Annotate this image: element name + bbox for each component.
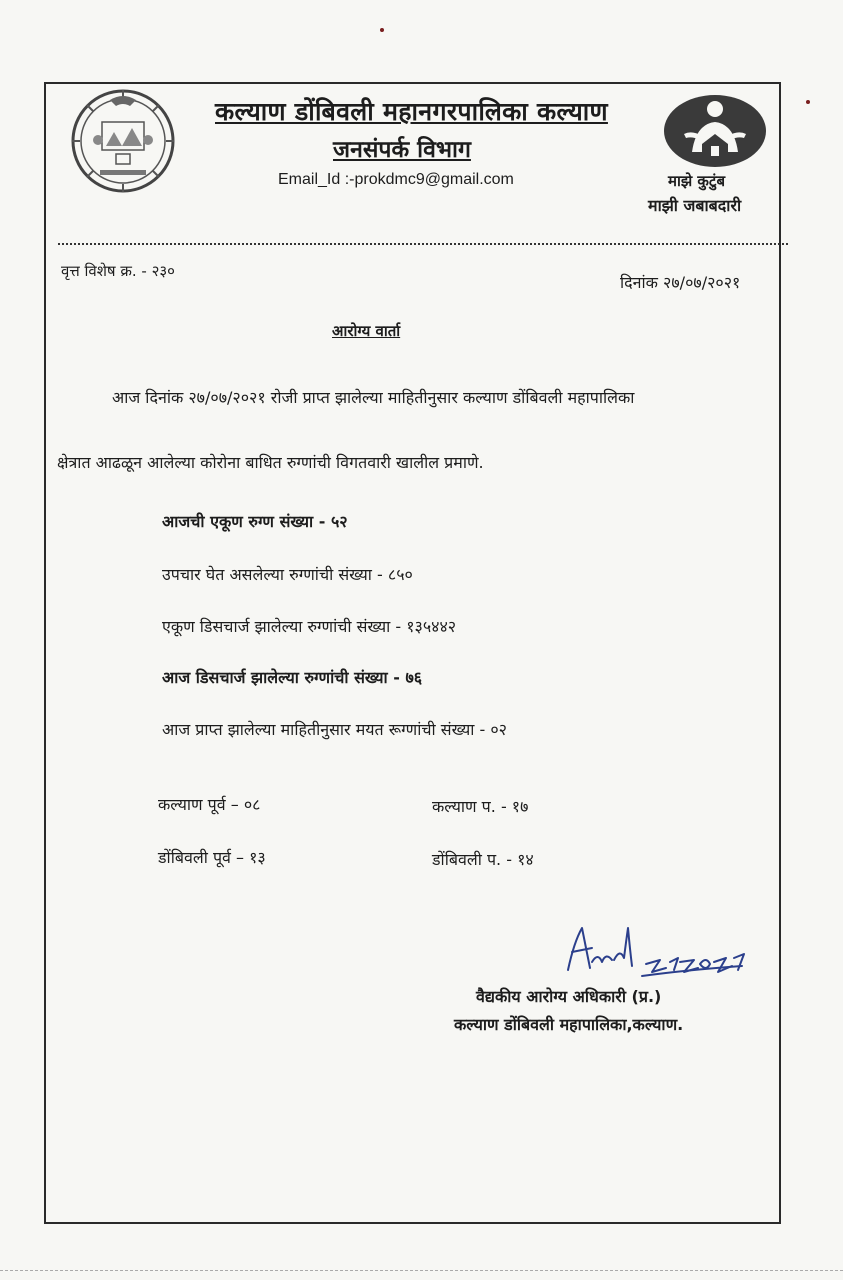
signatory-designation: वैद्यकीय आरोग्य अधिकारी (प्र.)	[476, 987, 662, 1006]
municipal-seal-icon	[70, 88, 176, 194]
page-edge-line	[0, 1270, 843, 1271]
intro-paragraph-line-1: आज दिनांक २७/०७/२०२१ रोजी प्राप्त झालेल्या माहितीनुसार कल्याण डोंबिवली महापालिका	[112, 388, 635, 407]
stat-deaths-today: आज प्राप्त झालेल्या माहितीनुसार मयत रूग्णांची संख्या - ०२	[162, 720, 507, 739]
reference-number: वृत्त विशेष क्र. - २३०	[61, 262, 175, 280]
slogan-line-2: माझी जबाबदारी	[648, 196, 742, 215]
signatory-office: कल्याण डोंबिवली महापालिका,कल्याण.	[454, 1015, 684, 1034]
stat-total-cases-today: आजची एकूण रुग्ण संख्या - ५२	[162, 512, 348, 531]
handwritten-signature	[556, 922, 748, 986]
ward-kalyan-west: कल्याण प. - १७	[432, 797, 529, 816]
ward-kalyan-east: कल्याण पूर्व – ०८	[158, 795, 261, 814]
ward-dombivli-west: डोंबिवली प. - १४	[432, 850, 534, 869]
family-house-icon	[662, 94, 768, 168]
email-address: Email_Id :-prokdmc9@gmail.com	[278, 171, 514, 188]
department-name: जनसंपर्क विभाग	[333, 137, 471, 163]
organization-name: कल्याण डोंबिवली महानगरपालिका कल्याण	[215, 97, 608, 126]
document-date: दिनांक २७/०७/२०२१	[620, 273, 741, 292]
stat-discharged-today: आज डिसचार्ज झालेल्या रुग्णांची संख्या - ७६	[162, 668, 423, 687]
bulletin-heading: आरोग्य वार्ता	[332, 322, 401, 340]
intro-paragraph-line-2: क्षेत्रात आढळून आलेल्या कोरोना बाधित रुग्णांची विगतवारी खालील प्रमाणे.	[57, 453, 484, 472]
ward-dombivli-east: डोंबिवली पूर्व – १३	[158, 848, 266, 867]
paper-speck	[380, 28, 384, 32]
paper-speck	[806, 100, 810, 104]
stat-active-cases: उपचार घेत असलेल्या रुग्णांची संख्या - ८५०	[162, 565, 413, 584]
header-divider	[58, 243, 788, 245]
stat-total-discharged: एकूण डिसचार्ज झालेल्या रुग्णांची संख्या - १३५४४२	[162, 617, 457, 636]
slogan-line-1: माझे कुटुंब	[668, 172, 726, 190]
document-border	[44, 82, 781, 1224]
